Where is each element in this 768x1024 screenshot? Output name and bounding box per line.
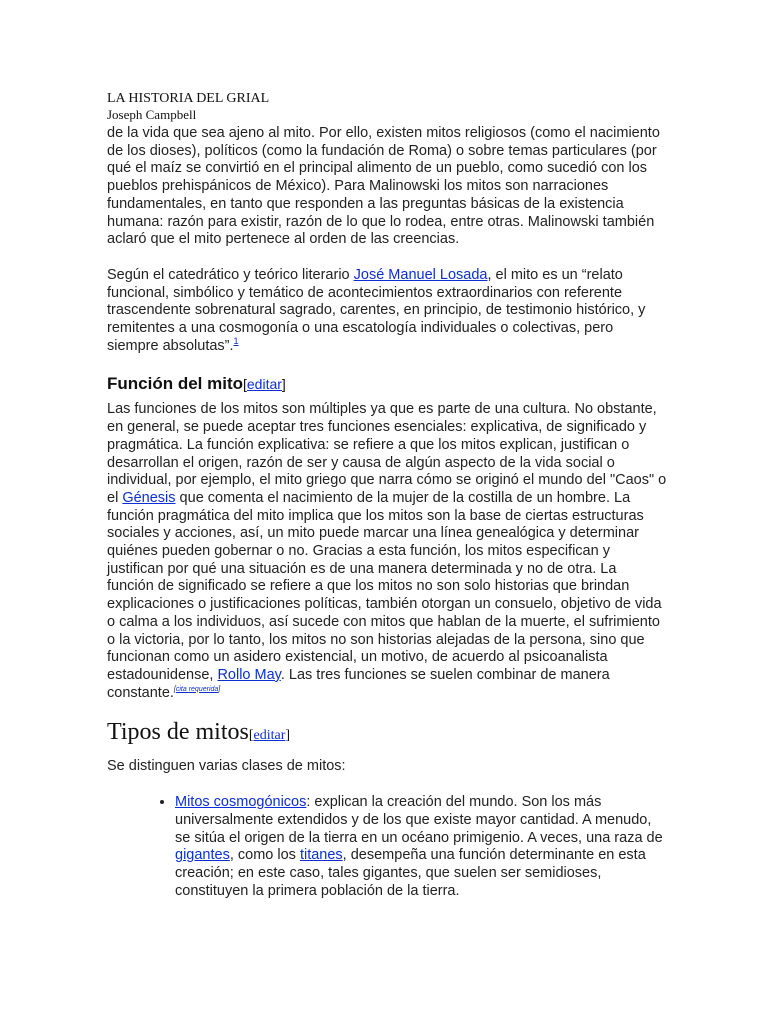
list-item-text: , desempeña una función determinante en esta creación; en este caso, tales gigantes, que suelen ser semidioses, constituyen la primera población de la tierra. bbox=[175, 847, 646, 899]
reference-link-1[interactable]: 1 bbox=[233, 335, 239, 346]
edit-link-tipos[interactable]: editar bbox=[253, 728, 286, 744]
paragraph-losada bbox=[107, 267, 667, 356]
link-jose-manuel-losada[interactable]: José Manuel Losada bbox=[353, 266, 488, 283]
list-item-text: , como los bbox=[229, 847, 300, 864]
heading-text: Tipos de mitos bbox=[107, 719, 249, 746]
paragraph-clases: Se distinguen varias clases de mitos: bbox=[107, 758, 346, 775]
link-gigantes[interactable]: gigantes bbox=[175, 847, 230, 864]
section-heading-tipos bbox=[107, 718, 667, 750]
document-author: Joseph Campbell bbox=[107, 107, 197, 122]
citation-needed-note: [cita requerida] bbox=[173, 685, 221, 693]
list-item-text: : explican la creación del mundo. Son los más universalmente extendidos y de los que existe mayor cantidad. A menudo, se sitúa el origen de la tierra en un océano primigenio. A veces, una raza de bbox=[175, 794, 663, 846]
paragraph-text: Según el catedrático y teórico literario bbox=[107, 266, 354, 283]
paragraph-funciones bbox=[107, 401, 667, 702]
edit-section-bracket: [editar] bbox=[248, 728, 291, 744]
link-rollo-may[interactable]: Rollo May bbox=[217, 666, 281, 683]
paragraph-text: que comenta el nacimiento de la mujer de la costilla de un hombre. La función pragmática del mito implica que los mitos son la base de ciertas estructuras sociales y acciones, así, un mito puede marcar una línea genealógica y determinar quiénes pueden gobernar o no. Gracias a esta función, los mitos especifican y justifican por qué una situación es de una manera determinada y no de otra. La función de significado se refiere a que los mitos no son solo historias que brindan explicaciones o justificaciones políticas, también otorgan un consuelo, objetivo de vida o calma a los individuos, así sucede con mitos que hablan de la muerte, el sufrimiento o la victoria, por lo tanto, los mitos no son historias alejadas de la persona, sino que funcionan como un asidero existencial, un motivo, de acuerdo al psicoanalista estadounidense, bbox=[107, 489, 662, 683]
list-item bbox=[175, 794, 667, 900]
document-body bbox=[107, 91, 667, 900]
edit-section-bracket: [editar] bbox=[243, 376, 286, 393]
section-heading-funcion bbox=[107, 373, 667, 395]
heading-text: Función del mito bbox=[107, 374, 243, 394]
mitos-list bbox=[107, 794, 667, 900]
paragraph-text: , el mito es un “relato funcional, simbólico y temático de acontecimientos extraordinarios con referente trascendente sobrenatural sagrado, carentes, en principio, de testimonio histórico, y remitentes a una cosmogonía o una escatología individuales o colectivas, pero siempre absolutas”. bbox=[107, 266, 646, 354]
link-cita-requerida[interactable]: cita requerida bbox=[175, 685, 219, 693]
document-title: LA HISTORIA DEL GRIAL bbox=[107, 91, 270, 106]
edit-link-funcion[interactable]: editar bbox=[246, 376, 282, 393]
link-genesis[interactable]: Génesis bbox=[122, 489, 176, 506]
paragraph-intro: de la vida que sea ajeno al mito. Por ello, existen mitos religiosos (como el nacimiento de los dioses), políticos (como la fundación de Roma) o sobre temas particulares (por qué el maíz se convirtió en el principal alimento de un pueblo, como sucedió con los pueblos prehispánicos de México). Para Malinowski los mitos son narraciones fundamentales, en tanto que responden a las preguntas básicas de la existencia humana: razón para existir, razón de lo que lo rodea, entre otras. Malinowski también aclaró que el mito pertenece al orden de las creencias. bbox=[107, 125, 660, 248]
link-mitos-cosmogonicos[interactable]: Mitos cosmogónicos bbox=[175, 794, 307, 811]
paragraph-text: Las funciones de los mitos son múltiples ya que es parte de una cultura. No obstante, en general, se puede aceptar tres funciones esenciales: explicativa, de significado y pragmática. La función explicativa: se refiere a que los mitos explican, justifican o desarrollan el origen, razón de ser y causa de algún aspecto de la vida social o individual, por ejemplo, el mito griego que narra cómo se originó el mundo del "Caos" o el bbox=[107, 401, 667, 506]
link-titanes[interactable]: titanes bbox=[299, 847, 343, 864]
paragraph-text: . Las tres funciones se suelen combinar de manera constante. bbox=[107, 666, 610, 701]
